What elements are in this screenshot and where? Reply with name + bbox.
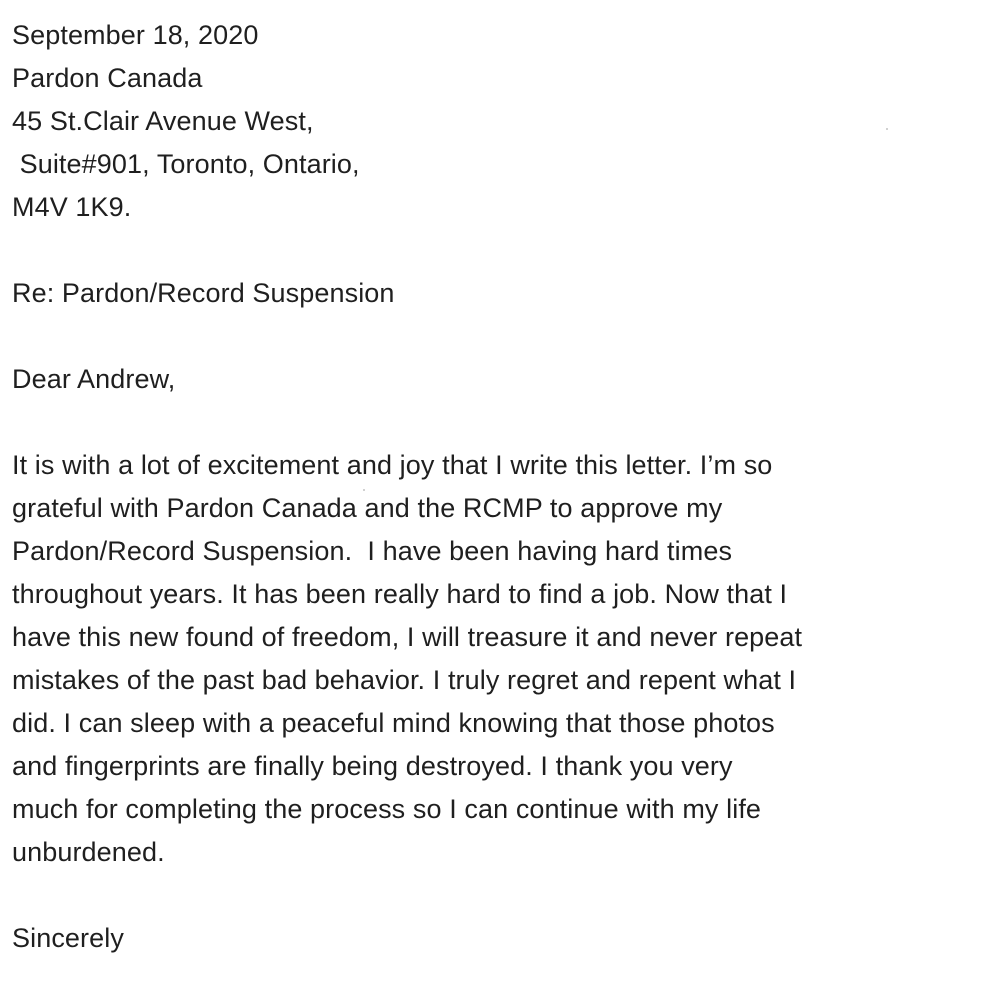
body-line: It is with a lot of excitement and joy that I write this letter. I’m so	[12, 450, 773, 480]
body-line: did. I can sleep with a peaceful mind knowing that those photos	[12, 708, 775, 738]
scan-speck	[886, 128, 888, 130]
letter-date: September 18, 2020	[12, 20, 259, 50]
body-line: grateful with Pardon Canada and the RCMP to approve my	[12, 493, 723, 523]
body-line: throughout years. It has been really hard to find a job. Now that I	[12, 579, 788, 609]
letter-closing: Sincerely	[12, 923, 124, 953]
recipient-postal-code: M4V 1K9.	[12, 192, 132, 222]
spacer	[12, 401, 972, 444]
body-line: mistakes of the past bad behavior. I truly regret and repent what I	[12, 665, 797, 695]
body-line: have this new found of freedom, I will treasure it and never repeat	[12, 622, 803, 652]
spacer	[12, 229, 972, 272]
body-line: Pardon/Record Suspension. I have been having hard times	[12, 536, 733, 566]
recipient-address-line2: Suite#901, Toronto, Ontario,	[12, 149, 360, 179]
spacer	[12, 315, 972, 358]
recipient-name: Pardon Canada	[12, 63, 203, 93]
recipient-address-line1: 45 St.Clair Avenue West,	[12, 106, 314, 136]
letter-salutation: Dear Andrew,	[12, 364, 176, 394]
body-line: and fingerprints are finally being destroyed. I thank you very	[12, 751, 733, 781]
scan-speck	[363, 489, 365, 491]
spacer	[12, 874, 972, 917]
letter-text	[12, 14, 972, 960]
body-line: unburdened.	[12, 837, 165, 867]
letter-subject: Re: Pardon/Record Suspension	[12, 278, 395, 308]
body-line: much for completing the process so I can continue with my life	[12, 794, 762, 824]
letter-body	[12, 444, 972, 874]
